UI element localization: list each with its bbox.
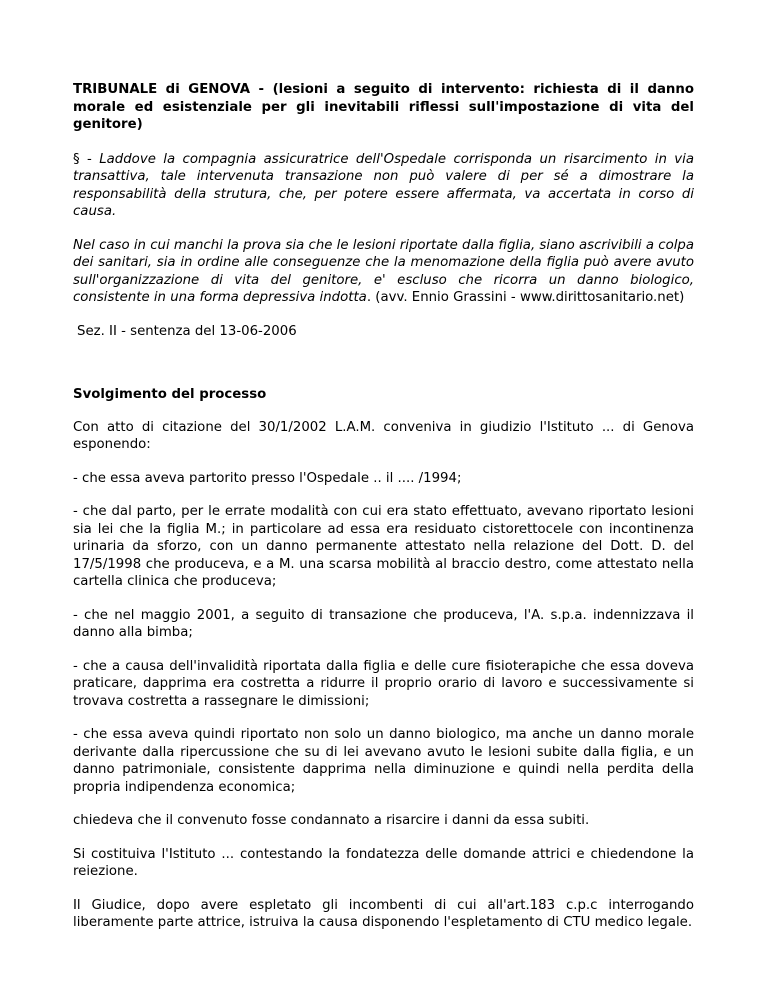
body-paragraph: Il Giudice, dopo avere espletato gli incombenti di cui all'art.183 c.p.c interrogando liberamente parte attrice, istruiva la causa disponendo l'espletamento di CTU medico legale. [73,897,694,930]
body-paragraph: - che essa aveva quindi riportato non solo un danno biologico, ma anche un danno morale derivante dalla ripercussione che su di lei avevano avuto le lesioni subite dalla figlia, e un danno patrimoniale, consistente dapprima nella diminuzione e quindi nella perdita della propria indipendenza economica; [73,727,694,795]
summary-italic-text-1: Laddove la compagnia assicuratrice dell'Ospedale corrisponda un risarcimento in via transattiva, tale intervenuta transazione non può valere di per sé a dimostrare la responsabilità della strutura, che, per potere essere affermata, va accertata in corso di causa. [73,151,694,219]
body-paragraph: - che essa aveva partorito presso l'Ospedale .. il .... /1994; [73,470,462,486]
summary-paragraph-1 [73,151,694,221]
body-paragraph: Si costituiva l'Istituto ... contestando la fondatezza delle domande attrici e chiedendone la reiezione. [73,846,694,879]
body-paragraph: chiedeva che il convenuto fosse condannato a risarcire i danni da essa subiti. [73,813,590,828]
document-title: TRIBUNALE di GENOVA - (lesioni a seguito di intervento: richiesta di il danno morale ed esistenziale per gli inevitabili riflessi sull'impostazione di vita del genitore) [73,82,694,132]
body-paragraph: Con atto di citazione del 30/1/2002 L.A.M. conveniva in giudizio l'Istituto ... di Genova esponendo: [73,419,694,452]
sentence-reference: Sez. II - sentenza del 13-06-2006 [77,323,297,339]
section-heading: Svolgimento del processo [73,387,267,402]
section-mark: § - [73,151,100,167]
body-paragraph: - che a causa dell'invalidità riportata dalla figlia e delle cure fisioterapiche che essa doveva praticare, dapprima era costretta a ridurre il proprio orario di lavoro e successivamente si trovava costretta a rassegnare le dimissioni; [73,658,694,709]
body-paragraph: - che nel maggio 2001, a seguito di transazione che produceva, l'A. s.p.a. indennizzava il danno alla bimba; [73,607,694,640]
body-paragraph: - che dal parto, per le errate modalità con cui era stato effettuato, avevano riportato lesioni sia lei che la figlia M.; in particolare ad essa era residuato cistorettocele con incontinenza urinaria da sforzo, con un danno permanente attestato nella relazione del Dott. D. del 17/5/1998 che produceva, e a M. una scarsa mobilità al braccio destro, come attestato nella cartella clinica che produceva; [73,504,694,589]
summary-italic-text-2: Nel caso in cui manchi la prova sia che le lesioni riportate dalla figlia, siano ascrivibili a colpa dei sanitari, sia in ordine alle conseguenze che la menomazione della figlia può avere avuto sull'organizzazione di vita del genitore, e' escluso che ricorra un danno biologico, consistente in una forma depressiva indotta [73,237,694,305]
summary-paragraph-2 [73,237,694,307]
source-credit: . (avv. Ennio Grassini - www.dirittosanitario.net) [366,290,685,305]
